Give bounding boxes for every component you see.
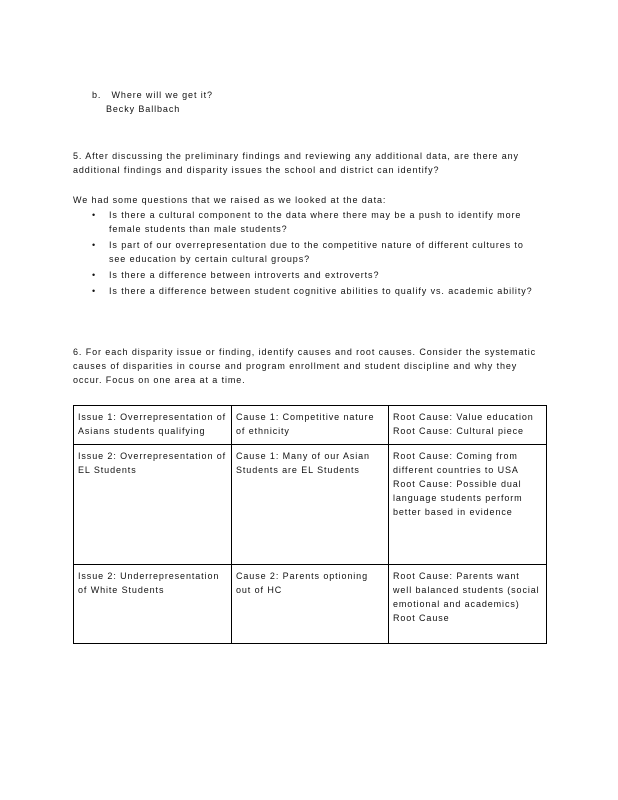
- root-cause-cell: [389, 406, 547, 445]
- question-6: 6. For each disparity issue or finding, identify causes and root causes. Consider the systematic causes of disparities in course and program enrollment and student discipline and why they occur. Focus on one area at a time.: [73, 347, 537, 385]
- sub-question-answer: Becky Ballbach: [106, 104, 181, 114]
- list-item: [73, 238, 543, 266]
- list-item-text: Is part of our overrepresentation due to the competitive nature of different cultures to see education by certain cultural groups?: [109, 240, 524, 264]
- root-cause-line: Root Cause: Coming from different countries to USA: [393, 451, 519, 475]
- root-cause-line: Root Cause: [393, 613, 450, 623]
- list-item: [73, 208, 543, 236]
- root-cause-line: Root Cause: Cultural piece: [393, 426, 524, 436]
- table-row: [74, 445, 547, 565]
- list-item-text: Is there a difference between student cognitive abilities to qualify vs. academic ability?: [109, 286, 533, 296]
- cause-cell: Cause 2: Parents optioning out of HC: [232, 565, 389, 644]
- table-row: [74, 565, 547, 644]
- question-list: [73, 208, 543, 300]
- sub-question-text: Where will we get it?: [111, 90, 213, 100]
- causes-table: [73, 405, 547, 644]
- list-item: [73, 268, 543, 282]
- table-row: [74, 406, 547, 445]
- root-cause-cell: [389, 565, 547, 644]
- issue-cell: Issue 2: Underrepresentation of White Students: [74, 565, 232, 644]
- list-item-text: Is there a difference between introverts and extroverts?: [109, 270, 380, 280]
- sub-question-b: [92, 88, 213, 102]
- bullet-icon: •: [92, 240, 97, 250]
- cause-cell: Cause 1: Competitive nature of ethnicity: [232, 406, 389, 445]
- list-item: [73, 284, 543, 298]
- cause-cell: Cause 1: Many of our Asian Students are EL Students: [232, 445, 389, 565]
- root-cause-line: Root Cause: Parents want well balanced students (social emotional and academics): [393, 571, 540, 609]
- root-cause-cell: [389, 445, 547, 565]
- intro-paragraph: We had some questions that we raised as we looked at the data:: [73, 195, 387, 205]
- list-item-text: Is there a cultural component to the data where there may be a push to identify more female students than male students?: [109, 210, 522, 234]
- issue-cell: Issue 2: Overrepresentation of EL Students: [74, 445, 232, 565]
- bullet-icon: •: [92, 210, 97, 220]
- root-cause-line: Root Cause: Possible dual language students perform better based in evidence: [393, 479, 523, 517]
- root-cause-line: Root Cause: Value education: [393, 412, 534, 422]
- bullet-icon: •: [92, 286, 97, 296]
- sub-question-label: b.: [92, 90, 102, 100]
- bullet-icon: •: [92, 270, 97, 280]
- issue-cell: Issue 1: Overrepresentation of Asians students qualifying: [74, 406, 232, 445]
- question-5: 5. After discussing the preliminary findings and reviewing any additional data, are there any additional findings and disparity issues the school and district can identify?: [73, 151, 519, 175]
